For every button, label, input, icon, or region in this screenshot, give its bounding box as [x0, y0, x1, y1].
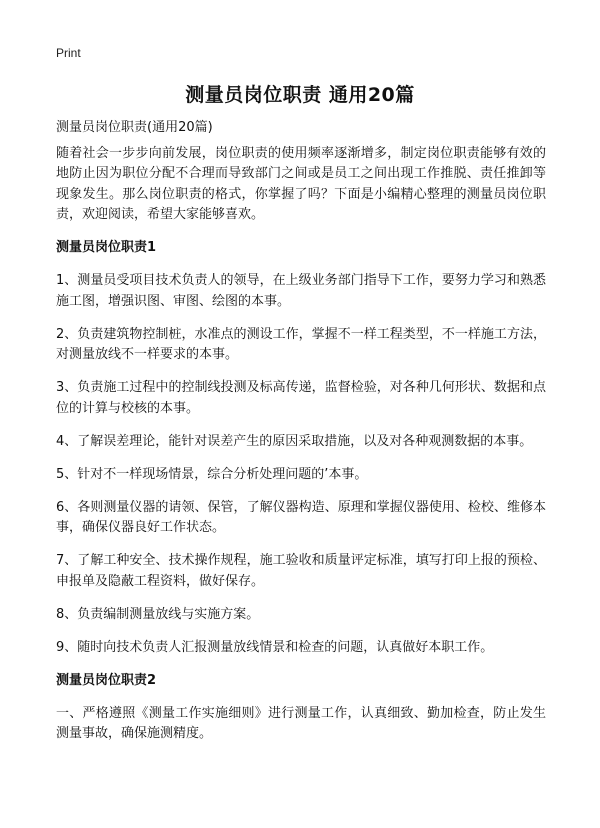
section-paragraph: 7、了解工种安全、技术操作规程，施工验收和质量评定标准，填写打印上报的预检、申报单及隐蔽工程资料，做好保存。	[56, 553, 546, 589]
print-label: Print	[56, 46, 81, 60]
section-heading: 测量员岗位职责2	[56, 672, 157, 688]
section-paragraph: 4、了解误差理论，能针对误差产生的原因采取措施，以及对各种观测数据的本事。	[56, 433, 533, 449]
document-body	[56, 118, 546, 757]
document-subtitle: 测量员岗位职责(通用20篇)	[56, 120, 213, 135]
document-title: 测量员岗位职责 通用20篇	[185, 84, 415, 106]
section-paragraph: 6、各则测量仪器的请领、保管，了解仪器构造、原理和掌握仪器使用、检校、维修本事，确保仪器良好工作状态。	[56, 499, 546, 535]
section-paragraph: 1、测量员受项目技术负责人的领导，在上级业务部门指导下工作，要努力学习和熟悉施工图，增强识图、审图、绘图的本事。	[56, 273, 546, 309]
section-paragraph: 2、负责建筑物控制桩，水准点的测设工作，掌握不一样工程类型，不一样施工方法，对测量放线不一样要求的本事。	[56, 326, 546, 362]
section-paragraph: 9、随时向技术负责人汇报测量放线情景和检查的问题，认真做好本职工作。	[56, 639, 494, 655]
section-paragraph: 3、负责施工过程中的控制线投测及标高传递，监督检验，对各种几何形状、数据和点位的计算与校核的本事。	[56, 380, 546, 416]
intro-paragraph: 随着社会一步步向前发展，岗位职责的使用频率逐渐增多，制定岗位职责能够有效的地防止因为职位分配不合理而导致部门之间或是员工之间出现工作推脱、责任推卸等现象发生。那么岗位职责的格式，你掌握了吗？下面是小编精心整理的测量员岗位职责，欢迎阅读，希望大家能够喜欢。	[56, 145, 546, 222]
section-paragraph: 8、负责编制测量放线与实施方案。	[56, 606, 260, 622]
section-paragraph: 5、针对不一样现场情景，综合分析处理问题的’本事。	[56, 466, 368, 482]
section-heading: 测量员岗位职责1	[56, 240, 157, 255]
section-paragraph: 一、严格遵照《测量工作实施细则》进行测量工作，认真细致、勤加检查，防止发生测量事故，确保施测精度。	[56, 705, 546, 741]
